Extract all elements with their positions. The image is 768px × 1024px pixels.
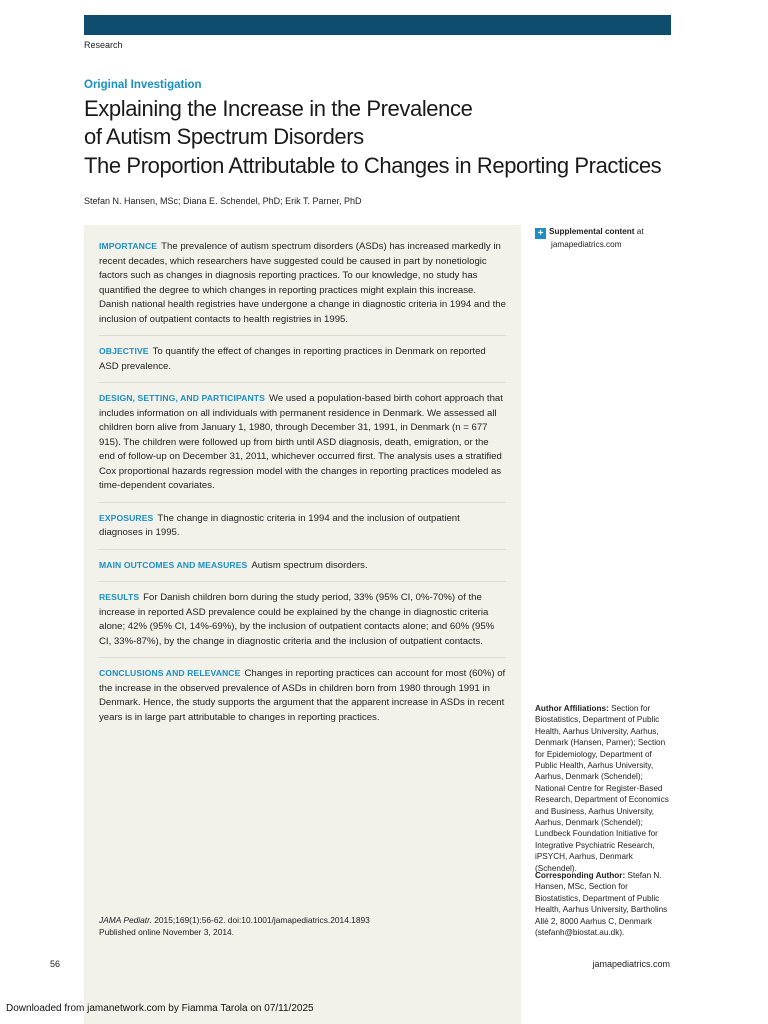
- title-line-2: of Autism Spectrum Disorders: [84, 124, 364, 149]
- article-subtitle: The Proportion Attributable to Changes in Reporting Practices: [84, 153, 662, 178]
- page-number: 56: [50, 959, 61, 969]
- citation-ref: [99, 914, 370, 926]
- abstract-heading: RESULTS: [99, 592, 140, 602]
- corresponding-author: [535, 870, 675, 938]
- abstract-text: To quantify the effect of changes in reporting practices in Denmark on reported ASD prevalence.: [99, 346, 486, 372]
- abstract-heading: DESIGN, SETTING, AND PARTICIPANTS: [99, 393, 265, 403]
- abstract-conclusions: [99, 666, 506, 733]
- citation-doi: 2015;169(1):56-62. doi:10.1001/jamapediatrics.2014.1893: [151, 915, 370, 925]
- article-type: Original Investigation: [84, 79, 202, 91]
- abstract-heading: CONCLUSIONS AND RELEVANCE: [99, 668, 241, 678]
- abstract-sections: [99, 239, 506, 741]
- abstract-panel: [84, 225, 521, 1024]
- affiliations-label: Author Affiliations:: [535, 704, 609, 713]
- corresponding-label: Corresponding Author:: [535, 871, 626, 880]
- abstract-text: Changes in reporting practices can account for most (60%) of the increase in the observed prevalence of ASDs in children born from 1980 through 1991 in Denmark. Hence, the study supports the argument that the apparent increase in ASDs in recent years is in large part attributable to changes in reporting practices.: [99, 668, 506, 723]
- abstract-text: The prevalence of autism spectrum disorders (ASDs) has increased markedly in recent decades, which researchers have suggested could be caused in part by nonetiologic factors such as changes in diagnosis reporting practices. To our knowledge, no study has quantified the degree to which changes in reporting practices might explain this increase. Danish national health registries have undergone a change in diagnostic criteria in 1994 and the inclusion of outpatient contacts to health registries in 1995.: [99, 241, 506, 325]
- supplemental-label: Supplemental content: [549, 227, 635, 236]
- citation: [99, 914, 370, 938]
- article-title: [84, 95, 472, 151]
- abstract-design: [99, 391, 506, 503]
- author-list: Stefan N. Hansen, MSc; Diana E. Schendel, PhD; Erik T. Parner, PhD: [84, 196, 362, 206]
- abstract-results: [99, 590, 506, 658]
- abstract-importance: [99, 239, 506, 336]
- abstract-heading: OBJECTIVE: [99, 346, 149, 356]
- supplemental-at: at: [634, 227, 644, 236]
- footer-url[interactable]: jamapediatrics.com: [592, 959, 670, 969]
- abstract-text: For Danish children born during the study period, 33% (95% CI, 0%-70%) of the increase in reported ASD prevalence could be explained by the change in diagnostic criteria alone; 42% (95% CI, 14%-69%), by the inclusion of outpatient contacts alone; and 60% (95% CI, 33%-87%), by the change in diagnostic criteria and the inclusion of outpatient contacts.: [99, 592, 495, 647]
- abstract-heading: IMPORTANCE: [99, 241, 158, 251]
- supplemental-link[interactable]: jamapediatrics.com: [551, 240, 622, 249]
- section-label: Research: [84, 40, 123, 50]
- abstract-heading: MAIN OUTCOMES AND MEASURES: [99, 559, 248, 570]
- abstract-heading: EXPOSURES: [99, 512, 154, 523]
- corresponding-text: Stefan N. Hansen, MSc, Section for Biostatistics, Department of Public Health, Aarhus University, Bartholins Allé 2, 8000 Aarhus C, Denmark (stefanh@biostat.au.dk).: [535, 871, 668, 938]
- abstract-text: We used a population-based birth cohort approach that includes information on all individuals with permanent residence in Denmark. We assessed all children born alive from January 1, 1980, through December 31, 1991, in Denmark (n = 677 915). The children were followed up from birth until ASD diagnosis, death, emigration, or the end of follow-up on December 31, 2011, whichever occurred first. The analysis uses a stratified Cox proportional hazards regression model with the changes in reporting practices modeled as time-dependent covariates.: [99, 393, 503, 491]
- author-affiliations: [535, 703, 675, 874]
- plus-icon: +: [535, 228, 546, 239]
- affiliations-text: Section for Biostatistics, Department of Public Health, Aarhus University, Aarhus, Denmark (Hansen, Parner); Section for Epidemiology, Department of Public Health, Aarhus University, Aarhus, Denmark (Schendel); National Centre for Register-Based Research, Department of Economics and Business, Aarhus University, Aarhus, Denmark (Schendel); Lundbeck Foundation Initiative for Integrative Psychiatric Research, iPSYCH, Aarhus, Denmark (Schendel).: [535, 704, 669, 873]
- published-date: Published online November 3, 2014.: [99, 927, 235, 937]
- supplemental-content[interactable]: [535, 226, 675, 250]
- title-line-1: Explaining the Increase in the Prevalence: [84, 96, 473, 121]
- download-note: Downloaded from jamanetwork.com by Fiamma Tarola on 07/11/2025: [6, 1003, 314, 1014]
- abstract-objective: [99, 344, 506, 383]
- journal-name: JAMA Pediatr.: [99, 915, 152, 925]
- abstract-text: Autism spectrum disorders.: [251, 559, 368, 571]
- abstract-text: The change in diagnostic criteria in 1994 and the inclusion of outpatient diagnoses in 1995.: [99, 512, 460, 538]
- abstract-outcomes: [99, 558, 506, 583]
- abstract-exposures: [99, 511, 506, 550]
- header-bar: [84, 15, 671, 35]
